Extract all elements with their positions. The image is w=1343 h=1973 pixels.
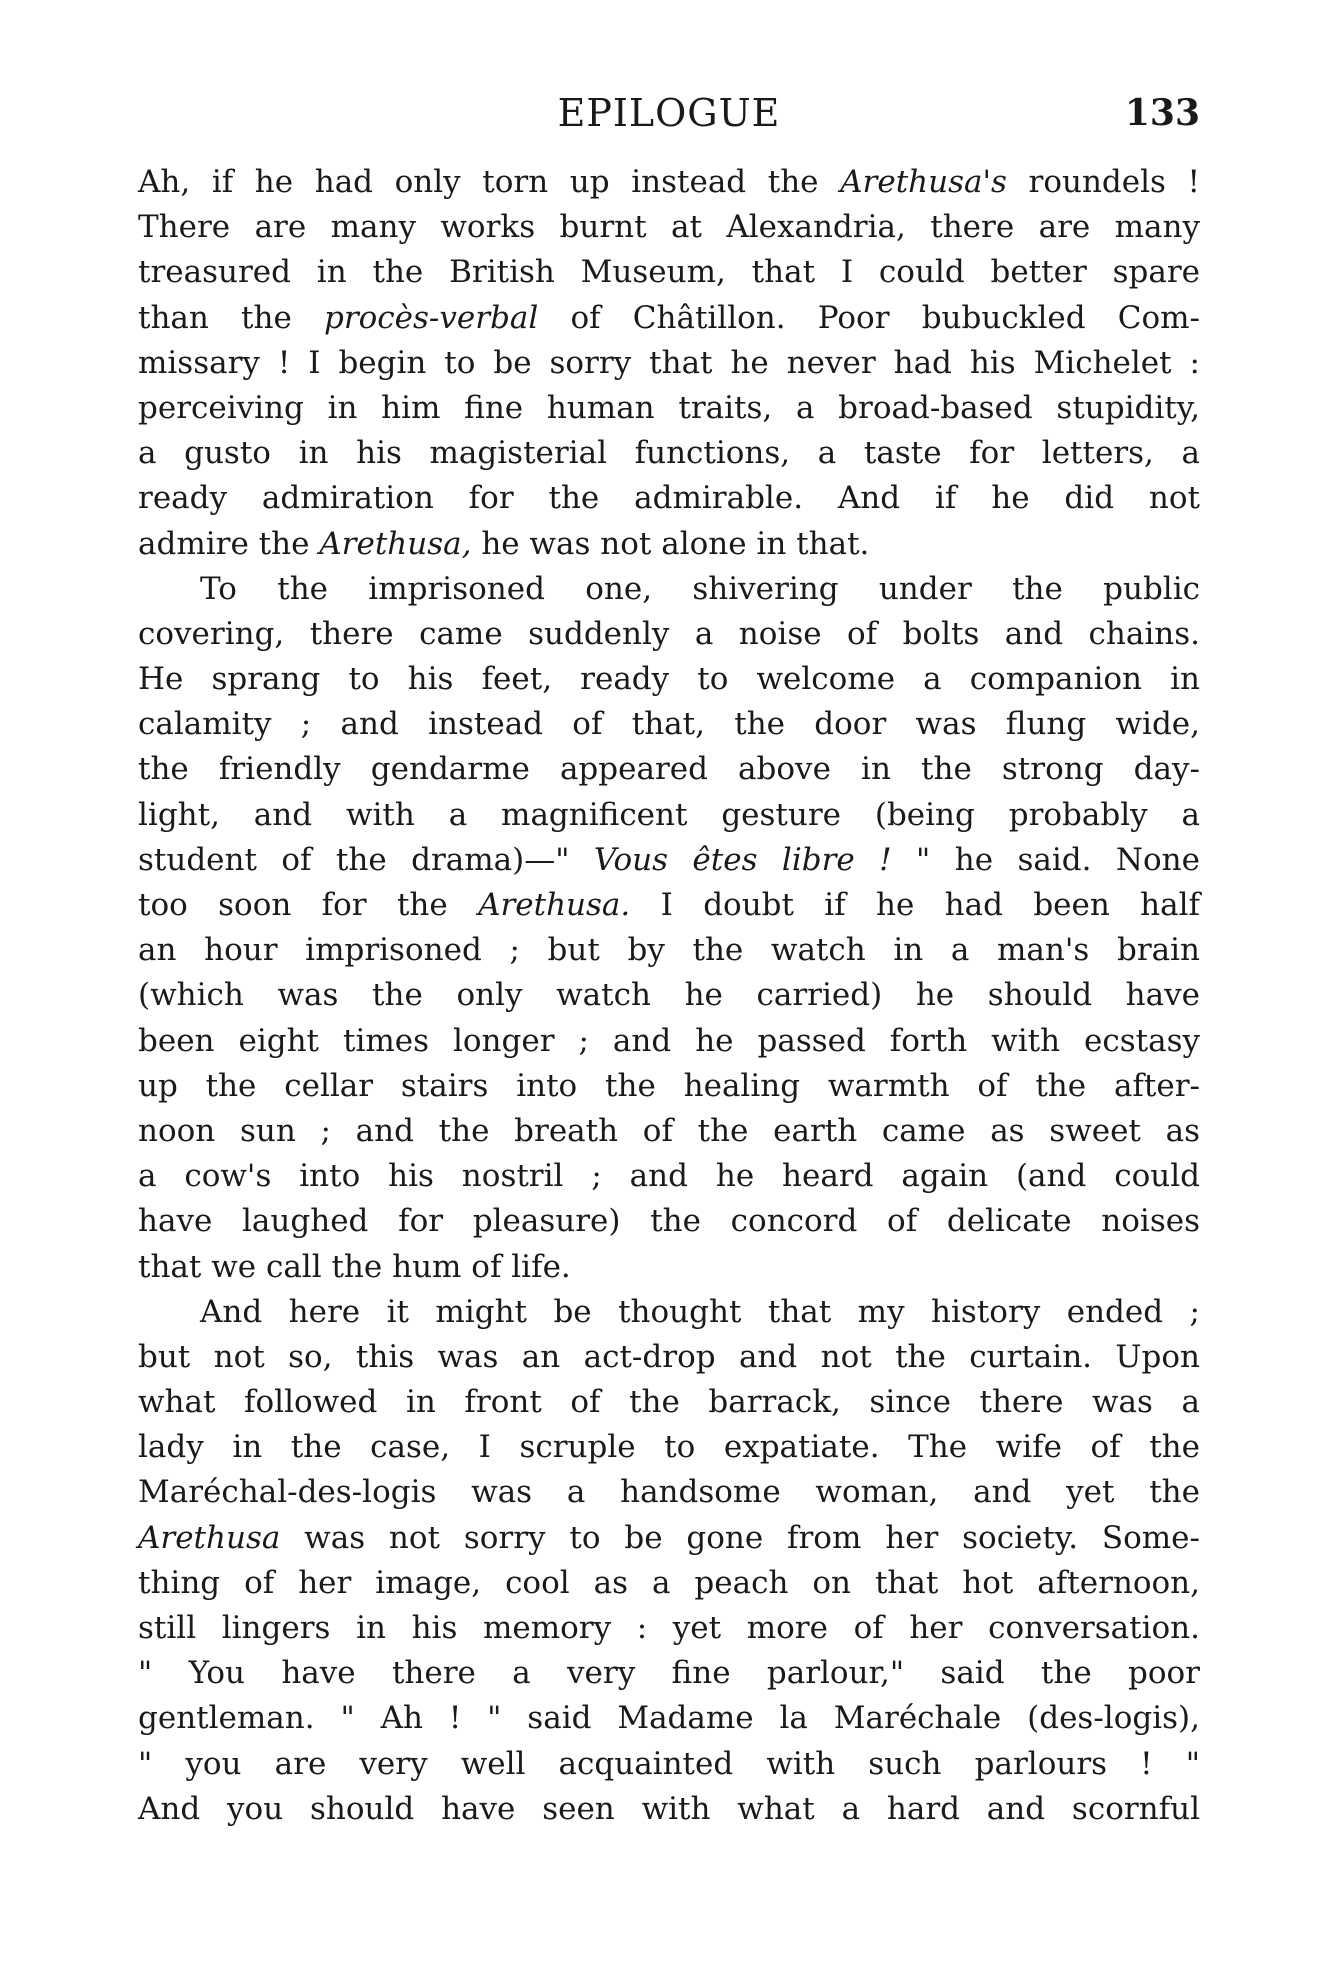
italic-text: Arethusa's [840, 164, 1007, 200]
text-line: treasured in the British Museum, that I could better spare [138, 254, 1200, 291]
text-line: " You have there a very fine parlour," said the poor [138, 1655, 1200, 1692]
text-line: " you are very well acquainted with such parlours ! " [138, 1745, 1200, 1782]
paragraph [138, 567, 1200, 1290]
text-line: covering, there came suddenly a noise of bolts and chains. [138, 615, 1200, 652]
text-line: what followed in front of the barrack, since there was a [138, 1384, 1200, 1421]
text-line: the friendly gendarme appeared above in the strong day- [138, 751, 1200, 788]
text-line: student of the drama)—" Vous êtes libre ! " he said. None [138, 841, 1200, 878]
text-line: admire the Arethusa, he was not alone in that. [138, 525, 870, 562]
text-line: an hour imprisoned ; but by the watch in a man's brain [138, 932, 1200, 969]
text-line: still lingers in his memory : yet more of her conversation. [138, 1610, 1200, 1646]
text-line: light, and with a magnificent gesture (being probably a [138, 796, 1200, 833]
text-line: have laughed for pleasure) the concord of delicate noises [138, 1203, 1200, 1240]
text-line: that we call the hum of life. [138, 1248, 571, 1285]
text-line: And here it might be thought that my history ended ; [200, 1293, 1200, 1330]
text-line: missary ! I begin to be sorry that he never had his Michelet : [138, 344, 1200, 381]
text-line: Arethusa was not sorry to be gone from her society. Some- [138, 1519, 1200, 1556]
text-line: too soon for the Arethusa. I doubt if he had been half [138, 887, 1200, 923]
text-line: perceiving in him fine human traits, a broad-based stupidity, [138, 389, 1200, 426]
text-line: been eight times longer ; and he passed forth with ecstasy [138, 1022, 1200, 1059]
text-line: There are many works burnt at Alexandria, there are many [138, 209, 1200, 246]
text-line: To the imprisoned one, shivering under the public [200, 570, 1200, 607]
paragraph [138, 160, 1200, 567]
text-line: thing of her image, cool as a peach on that hot afternoon, [138, 1564, 1200, 1601]
italic-text: Vous êtes libre ! [593, 841, 892, 878]
text-line: lady in the case, I scruple to expatiate. The wife of the [138, 1429, 1200, 1466]
text-line: up the cellar stairs into the healing warmth of the after- [138, 1067, 1200, 1104]
text-line: gentleman. " Ah ! " said Madame la Maréchale (des-logis), [138, 1700, 1200, 1737]
paragraph [138, 1290, 1200, 1832]
text-line: ready admiration for the admirable. And if he did not [138, 480, 1200, 517]
text-line: Maréchal-des-logis was a handsome woman, and yet the [138, 1474, 1200, 1511]
page-number: 133 [1124, 92, 1200, 134]
text-line: a gusto in his magisterial functions, a taste for letters, a [138, 435, 1200, 472]
body-text [138, 160, 1200, 1832]
text-line: calamity ; and instead of that, the door was flung wide, [138, 706, 1200, 743]
italic-text: Arethusa. [478, 887, 631, 923]
text-line: noon sun ; and the breath of the earth came as sweet as [138, 1112, 1200, 1149]
text-line: a cow's into his nostril ; and he heard again (and could [138, 1158, 1200, 1195]
text-line: Ah, if he had only torn up instead the Arethusa's roundels ! [138, 164, 1201, 200]
text-line: And you should have seen with what a hard and scornful [138, 1790, 1200, 1827]
text-line: than the procès-verbal of Châtillon. Poor bubuckled Com- [138, 299, 1200, 336]
italic-text: procès-verbal [323, 299, 539, 336]
italic-text: Arethusa, [319, 525, 472, 562]
italic-text: Arethusa [138, 1519, 281, 1556]
text-line: (which was the only watch he carried) he should have [138, 977, 1200, 1014]
text-line: but not so, this was an act-drop and not the curtain. Upon [138, 1338, 1200, 1375]
text-line: He sprang to his feet, ready to welcome a companion in [138, 661, 1200, 698]
running-head [138, 88, 1200, 138]
chapter-title: EPILOGUE [557, 91, 781, 135]
